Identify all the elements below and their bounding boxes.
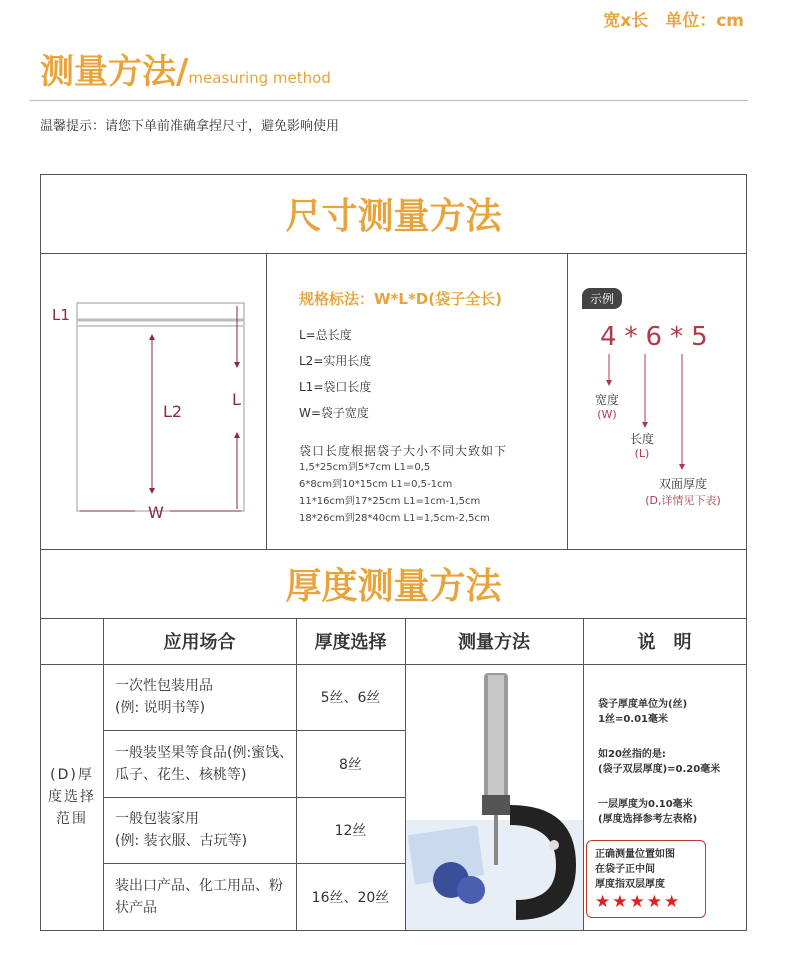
example-numbers [600,322,708,352]
def-item: W=袋子宽度 [299,406,369,420]
spec-title: 规格标法：W*L*D(袋子全长) [299,290,502,308]
w-sub: (W) [597,408,617,421]
page-heading [40,44,331,93]
note-item: 11*16cm到17*25cm L1=1cm-1,5cm [299,496,481,507]
explain-line: 如20丝指的是: [598,749,666,760]
row-thick: 5丝、6丝 [320,690,381,706]
example-length [630,430,654,460]
sep: * [624,322,638,352]
notes [299,459,490,527]
label-l1: L1 [52,306,70,324]
callout-line: 在袋子正中间 [595,864,655,875]
d-sub: (D,详情见下表) [645,494,721,507]
def-item: L1=袋口长度 [299,380,372,394]
row-thick: 12丝 [334,823,367,839]
row-thick: 16丝、20丝 [311,889,390,906]
definitions [299,322,371,426]
explain-line: 袋子厚度单位为(丝) [598,699,688,710]
w-label: 宽度 [595,393,620,407]
tip-text: 温馨提示：请您下单前准确拿捏尺寸，避免影响使用 [40,119,340,134]
heading-en: measuring method [188,69,331,87]
num-w: 4 [600,322,617,352]
callout-line: 正确测量位置如图 [595,849,675,860]
l-sub: (L) [634,447,650,460]
row-thick: 8丝 [339,756,362,773]
label-l: L [232,390,241,409]
explain-line: (袋子双层厚度)=0.20毫米 [598,764,721,775]
explain-block [598,697,720,827]
header-explain: 说 明 [637,632,692,653]
row-use: 一次性包装用品 (例: 说明书等) [115,678,213,716]
callout-box [586,840,706,918]
micrometer-image [406,665,583,930]
thickness-section-title: 厚度测量方法 [285,566,502,607]
label-w: W [148,503,164,522]
explain-line: 一层厚度为0.10毫米 [598,799,693,810]
explain-line: 1丝=0.01毫米 [598,714,669,725]
header-thick: 厚度选择 [314,632,387,653]
header-method: 测量方法 [458,632,530,653]
side-label: (D)厚度选择范围 [48,767,96,827]
note-title: 袋口长度根据袋子大小不同大致如下 [299,444,508,458]
row-use: 一般装坚果等食品(例:蜜饯、瓜子、花生、核桃等) [115,744,294,783]
l-label: 长度 [630,432,655,446]
note-item: 1,5*25cm到5*7cm L1=0,5 [299,462,431,473]
divider [30,100,748,101]
callout-line: 厚度指双层厚度 [595,879,665,890]
example-width [595,391,619,421]
explain-line: (厚度选择参考左表格) [598,814,698,825]
label-l2: L2 [163,402,183,421]
header-use: 应用场合 [163,632,236,653]
num-d: 5 [691,322,708,352]
note-item: 6*8cm到10*15cm L1=0,5-1cm [299,479,453,490]
example-badge: 示例 [582,288,622,309]
def-item: L2=实用长度 [299,354,372,368]
example-thick [628,475,738,508]
row-use: 装出口产品、化工用品、粉状产品 [115,877,283,916]
heading-cn: 测量方法/ [40,52,189,92]
d-label: 双面厚度 [658,477,707,491]
def-item: L=总长度 [299,328,352,342]
size-section-title: 尺寸测量方法 [285,196,502,237]
sep: * [670,322,684,352]
num-l: 6 [645,322,663,352]
unit-label: 宽x长 单位：cm [603,11,744,31]
row-use: 一般包装家用 (例: 装衣服、古玩等) [115,811,248,849]
note-item: 18*26cm到28*40cm L1=1,5cm-2,5cm [299,513,490,524]
star-rating: ★★★★★ [595,892,682,912]
